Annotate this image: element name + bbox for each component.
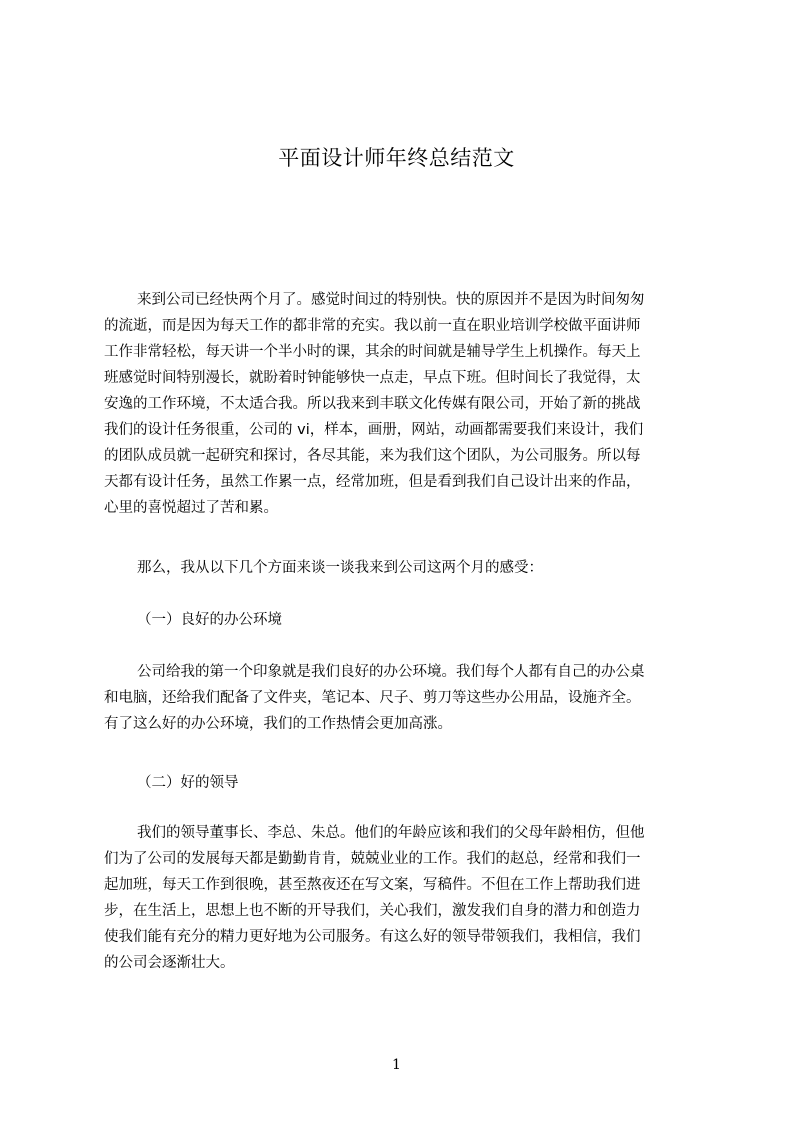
- paragraph-line: 的团队成员就一起研究和探讨，各尽其能，来为我们这个团队，为公司服务。所以每: [104, 448, 641, 464]
- paragraph-line: 公司给我的第一个印象就是我们良好的办公环境。我们每个人都有自己的办公桌: [137, 664, 645, 680]
- paragraph-line: 步，在生活上，思想上也不断的开导我们，关心我们，激发我们自身的潜力和创造力: [104, 903, 641, 919]
- paragraph-line: 我们的设计任务很重，公司的 vi，样本，画册，网站，动画都需要我们来设计，我们: [104, 422, 644, 438]
- page-number: 1: [392, 1057, 401, 1073]
- paragraph-line: 安逸的工作环境，不太适合我。所以我来到丰联文化传媒有限公司，开始了新的挑战: [104, 396, 641, 412]
- paragraph-transition: [104, 555, 696, 581]
- paragraph-line: 来到公司已经快两个月了。感觉时间过的特别快。快的原因并不是因为时间匆匆: [137, 292, 645, 308]
- paragraph-intro: [104, 287, 696, 521]
- section-heading: （二）好的领导: [137, 775, 239, 791]
- section-heading-leadership: [104, 770, 696, 796]
- section-heading: （一）良好的办公环境: [137, 612, 282, 628]
- paragraph-line: 我们的领导董事长、李总、朱总。他们的年龄应该和我们的父母年龄相仿，但他: [137, 825, 645, 841]
- paragraph-line: 班感觉时间特别漫长，就盼着时钟能够快一点走，早点下班。但时间长了我觉得，太: [104, 370, 641, 386]
- paragraph-line: 使我们能有充分的精力更好地为公司服务。有这么好的领导带领我们，我相信，我们: [104, 929, 641, 945]
- paragraph-line: 们为了公司的发展每天都是勤勤肯肯，兢兢业业的工作。我们的赵总，经常和我们一: [104, 851, 641, 867]
- section-heading-office-environment: [104, 607, 696, 633]
- paragraph-line: 的公司会逐渐壮大。: [104, 955, 235, 971]
- paragraph-line: 天都有设计任务，虽然工作累一点，经常加班，但是看到我们自己设计出来的作品，: [104, 474, 641, 490]
- paragraph-line: 和电脑，还给我们配备了文件夹，笔记本、尺子、剪刀等这些办公用品，设施齐全。: [104, 690, 641, 706]
- paragraph-line: 心里的喜悦超过了苦和累。: [104, 500, 278, 516]
- paragraph-leadership: [104, 820, 696, 976]
- paragraph-line: 的流逝，而是因为每天工作的都非常的充实。我以前一直在职业培训学校做平面讲师: [104, 318, 641, 334]
- paragraph-line: 起加班，每天工作到很晚，甚至熬夜还在写文案，写稿件。不但在工作上帮助我们进: [104, 877, 641, 893]
- paragraph-line: 工作非常轻松，每天讲一个半小时的课，其余的时间就是辅导学生上机操作。每天上: [104, 344, 641, 360]
- paragraph-office-environment: [104, 659, 696, 737]
- document-title: 平面设计师年终总结范文: [278, 146, 515, 170]
- paragraph-line: 有了这么好的办公环境，我们的工作热情会更加高涨。: [104, 716, 452, 732]
- paragraph-line: 那么，我从以下几个方面来谈一谈我来到公司这两个月的感受：: [137, 560, 543, 576]
